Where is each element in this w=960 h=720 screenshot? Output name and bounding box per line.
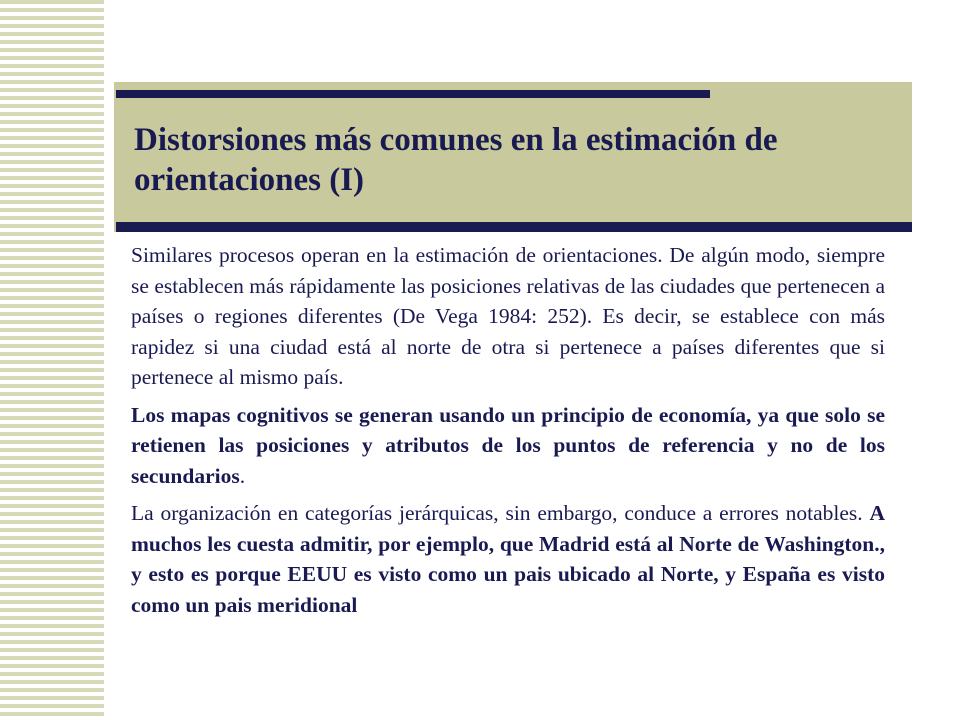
paragraph-3-bold: A muchos les cuesta admitir, por ejemplo, que Madrid está al Norte de Washington., y esto es porque EEUU es visto como un pais ubicado al Norte, y España es visto como un pais meridional: [131, 501, 885, 617]
slide-body: [131, 240, 885, 627]
decorative-stripes: [0, 0, 104, 720]
paragraph-2: [131, 400, 885, 492]
paragraph-1: Similares procesos operan en la estimación de orientaciones. De algún modo, siempre se establecen más rápidamente las posiciones relativas de las ciudades que pertenecen a países o regiones diferentes (De Vega 1984: 252). Es decir, se establece con más rapidez si una ciudad está al norte de otra si pertenece a países diferentes que si pertenece al mismo país.: [131, 243, 885, 389]
title-rule-bottom: [116, 222, 912, 232]
title-rule-top: [116, 90, 710, 98]
slide-title: Distorsiones más comunes en la estimación de orientaciones (I): [134, 122, 778, 198]
paragraph-2-end: .: [239, 463, 246, 488]
paragraph-3-normal: La organización en categorías jerárquicas, sin embargo, conduce a errores notables.: [131, 501, 870, 525]
paragraph-2-bold: Los mapas cognitivos se generan usando un principio de economía, ya que solo se retienen las posiciones y atributos de los puntos de referencia y no de los secundarios: [131, 402, 885, 488]
paragraph-3: [131, 498, 885, 620]
